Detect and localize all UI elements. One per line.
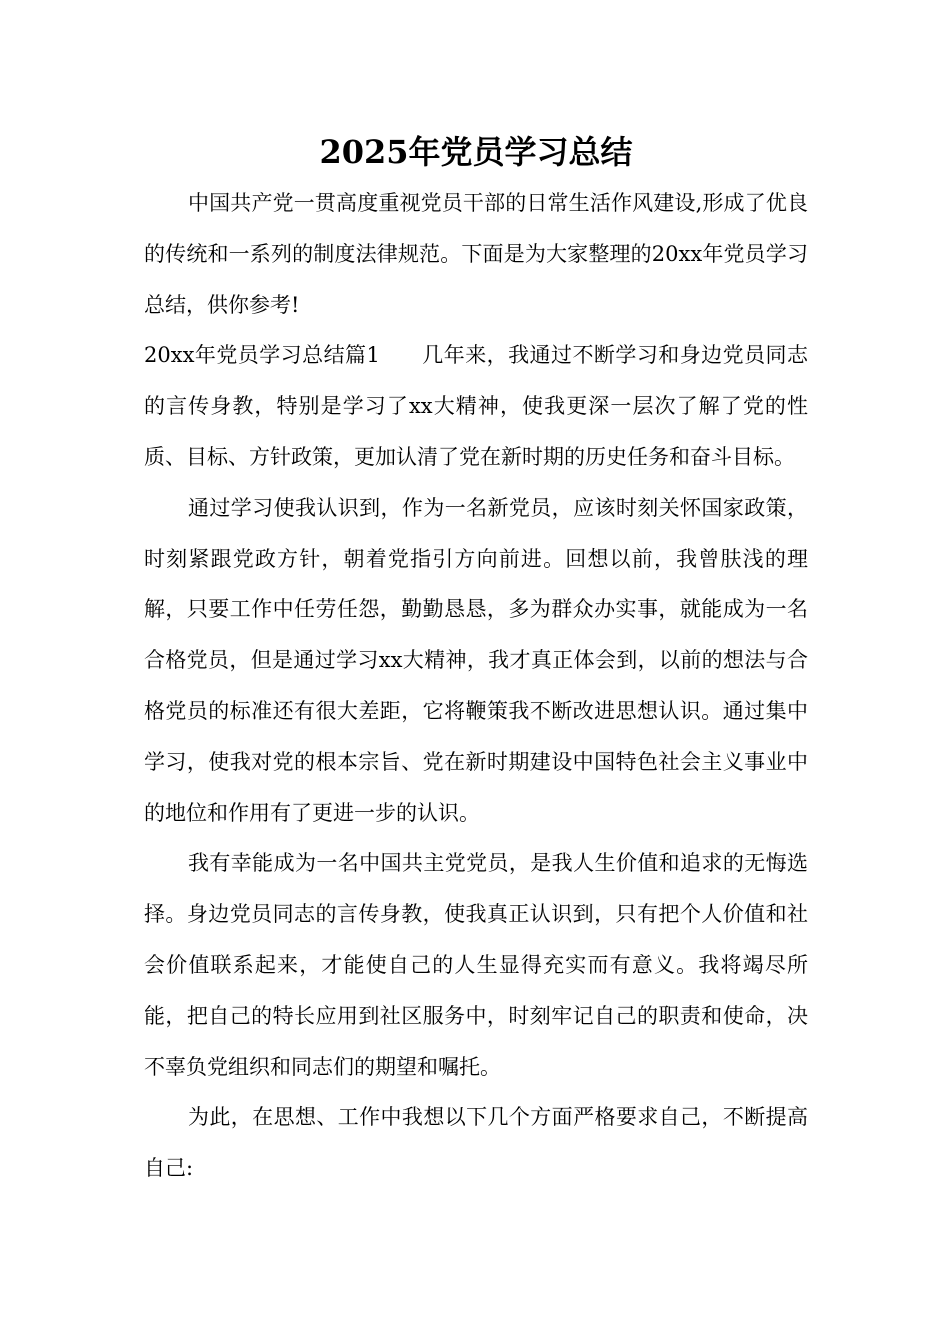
section-1-heading: 20xx年党员学习总结篇1 — [144, 343, 380, 368]
document-body — [144, 178, 808, 1194]
body-paragraph-4: 为此，在思想、工作中我想以下几个方面严格要求自己，不断提高自己: — [144, 1105, 808, 1181]
section-1-paragraph — [144, 330, 808, 482]
body-paragraph-3: 我有幸能成为一名中国共主党党员，是我人生价值和追求的无悔选择。身边党员同志的言传身教，使我真正认识到，只有把个人价值和社会价值联系起来，才能使自己的人生显得充实而有意义。我将竭尽所能，把自己的特长应用到社区服务中，时刻牢记自己的职责和使命，决不辜负党组织和同志们的期望和嘱托。 — [144, 851, 808, 1079]
intro-paragraph: 中国共产党一贯高度重视党员干部的日常生活作风建设,形成了优良的传统和一系列的制度法律规范。下面是为大家整理的20xx年党员学习总结，供你参考! — [144, 191, 808, 317]
body-paragraph-2: 通过学习使我认识到，作为一名新党员，应该时刻关怀国家政策，时刻紧跟党政方针，朝着党指引方向前进。回想以前，我曾肤浅的理解，只要工作中任劳任怨，勤勤恳恳，多为群众办实事，就能成为一名合格党员，但是通过学习xx大精神，我才真正体会到，以前的想法与合格党员的标准还有很大差距，它将鞭策我不断改进思想认识。通过集中学习，使我对党的根本宗旨、党在新时期建设中国特色社会主义事业中的地位和作用有了更进一步的认识。 — [144, 495, 808, 825]
document-title: 2025年党员学习总结 — [319, 133, 633, 171]
section-1-text: 几年来，我通过不断学习和身边党员同志的言传身教，特别是学习了xx大精神，使我更深一层次了解了党的性质、目标、方针政策，更加认清了党在新时期的历史任务和奋斗目标。 — [144, 343, 808, 469]
